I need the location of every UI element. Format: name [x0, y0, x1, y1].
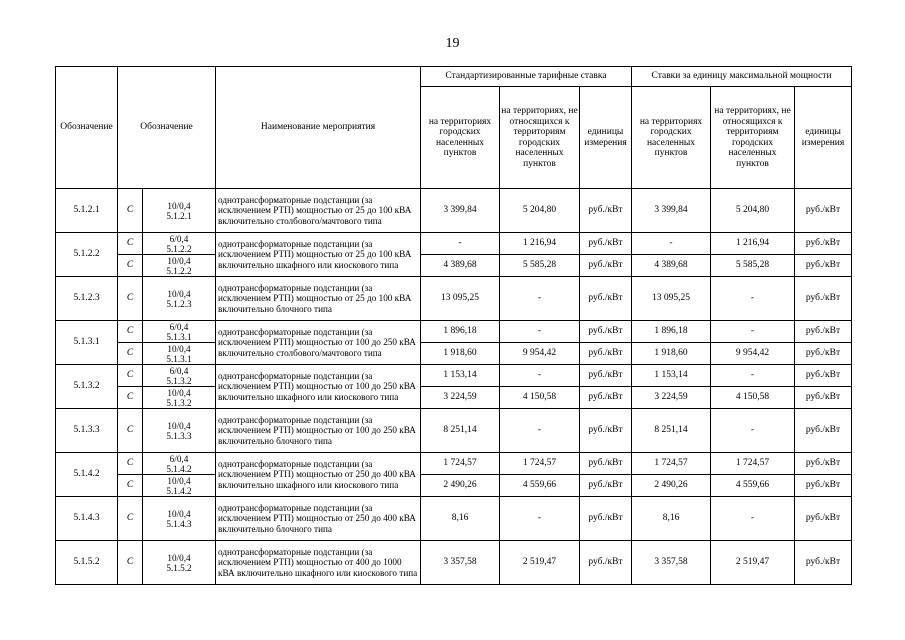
- row-unit-2: руб./кВт: [795, 321, 852, 343]
- voltage-label: 6/0,4: [169, 453, 189, 464]
- row-power-rural: -: [711, 277, 795, 321]
- row-power-rural: -: [711, 365, 795, 387]
- row-c-mark: С: [118, 541, 143, 585]
- row-rate-urban: 1 918,60: [421, 343, 500, 365]
- row-rate-rural: 4 559,66: [500, 475, 580, 497]
- row-rate-urban: 3 224,59: [421, 387, 500, 409]
- row-power-rural: 2 519,47: [711, 541, 795, 585]
- row-unit-1: руб./кВт: [580, 541, 632, 585]
- row-code: 5.1.4.3: [56, 497, 118, 541]
- row-voltage-sub: [143, 453, 216, 475]
- table-row: [56, 365, 852, 387]
- row-c-mark: С: [118, 233, 143, 255]
- row-voltage-sub: [143, 409, 216, 453]
- row-unit-1: руб./кВт: [580, 277, 632, 321]
- row-c-mark: С: [118, 255, 143, 277]
- table-row: [56, 541, 852, 585]
- row-c-mark: С: [118, 409, 143, 453]
- row-rate-rural: 2 519,47: [500, 541, 580, 585]
- row-unit-2: руб./кВт: [795, 277, 852, 321]
- row-power-urban: 3 357,58: [632, 541, 711, 585]
- sub-code-label: 5.1.3.3: [166, 430, 192, 441]
- row-rate-urban: 8 251,14: [421, 409, 500, 453]
- row-code: 5.1.3.2: [56, 365, 118, 409]
- row-unit-2: руб./кВт: [795, 255, 852, 277]
- row-code: 5.1.5.2: [56, 541, 118, 585]
- table-row: [56, 387, 852, 409]
- row-unit-1: руб./кВт: [580, 255, 632, 277]
- row-voltage-sub: [143, 233, 216, 255]
- row-unit-2: руб./кВт: [795, 233, 852, 255]
- row-power-rural: 1 724,57: [711, 453, 795, 475]
- voltage-label: 10/0,4: [167, 200, 191, 211]
- row-c-mark: С: [118, 475, 143, 497]
- row-unit-1: руб./кВт: [580, 189, 632, 233]
- voltage-label: 10/0,4: [167, 552, 191, 563]
- table-row: [56, 409, 852, 453]
- row-event-name: однотрансформаторные подстанции (за исключением РТП) мощностью от 400 до 1000 кВА включительно шкафного или киоскового типа: [216, 541, 421, 585]
- row-unit-2: руб./кВт: [795, 475, 852, 497]
- header-unit-1: единицы измерения: [580, 87, 632, 189]
- row-power-urban: 1 896,18: [632, 321, 711, 343]
- sub-code-label: 5.1.4.2: [166, 463, 192, 474]
- sub-code-label: 5.1.2.2: [166, 243, 192, 254]
- voltage-label: 10/0,4: [167, 255, 191, 266]
- voltage-label: 6/0,4: [169, 365, 189, 376]
- sub-code-label: 5.1.2.1: [166, 210, 192, 221]
- row-power-urban: 3 224,59: [632, 387, 711, 409]
- row-unit-1: руб./кВт: [580, 321, 632, 343]
- header-group-power-rates: Ставки за единицу максимальной мощности: [632, 67, 852, 87]
- row-event-name: однотрансформаторные подстанции (за исключением РТП) мощностью от 25 до 100 кВА включительно блочного типа: [216, 277, 421, 321]
- row-c-mark: С: [118, 453, 143, 475]
- sub-code-label: 5.1.4.3: [166, 518, 192, 529]
- row-c-mark: С: [118, 343, 143, 365]
- voltage-label: 6/0,4: [169, 233, 189, 244]
- row-rate-urban: 3 399,84: [421, 189, 500, 233]
- row-code: 5.1.2.3: [56, 277, 118, 321]
- tariff-table: [55, 66, 852, 585]
- row-voltage-sub: [143, 365, 216, 387]
- header-group-standard-rates: Стандартизированные тарифные ставка: [421, 67, 632, 87]
- row-event-name: однотрансформаторные подстанции (за исключением РТП) мощностью от 250 до 400 кВА включительно блочного типа: [216, 497, 421, 541]
- voltage-label: 10/0,4: [167, 343, 191, 354]
- row-power-rural: 4 559,66: [711, 475, 795, 497]
- row-rate-urban: -: [421, 233, 500, 255]
- sub-code-label: 5.1.3.2: [166, 375, 192, 386]
- row-rate-rural: -: [500, 409, 580, 453]
- row-power-urban: 3 399,84: [632, 189, 711, 233]
- row-rate-urban: 1 153,14: [421, 365, 500, 387]
- sub-code-label: 5.1.3.1: [166, 331, 192, 342]
- voltage-label: 10/0,4: [167, 288, 191, 299]
- row-power-rural: -: [711, 409, 795, 453]
- row-power-rural: 5 204,80: [711, 189, 795, 233]
- header-rural-2: на территориях, не относящихся к территориям городских населенных пунктов: [711, 87, 795, 189]
- row-unit-2: руб./кВт: [795, 365, 852, 387]
- voltage-label: 10/0,4: [167, 475, 191, 486]
- row-rate-rural: 1 216,94: [500, 233, 580, 255]
- row-power-urban: 2 490,26: [632, 475, 711, 497]
- row-unit-1: руб./кВт: [580, 453, 632, 475]
- row-c-mark: С: [118, 189, 143, 233]
- row-voltage-sub: [143, 189, 216, 233]
- row-rate-rural: -: [500, 277, 580, 321]
- table-row: [56, 475, 852, 497]
- header-designation-2: Обозначение: [118, 67, 216, 189]
- row-event-name: однотрансформаторные подстанции (за исключением РТП) мощностью от 25 до 100 кВА включительно столбового/мачтового типа: [216, 189, 421, 233]
- row-voltage-sub: [143, 277, 216, 321]
- header-designation-1: Обозначение: [56, 67, 118, 189]
- row-c-mark: С: [118, 387, 143, 409]
- table-row: [56, 277, 852, 321]
- page-number: 19: [445, 36, 460, 51]
- row-c-mark: С: [118, 277, 143, 321]
- row-code: 5.1.4.2: [56, 453, 118, 497]
- row-c-mark: С: [118, 321, 143, 343]
- row-rate-urban: 4 389,68: [421, 255, 500, 277]
- row-power-urban: 8 251,14: [632, 409, 711, 453]
- row-power-urban: 1 918,60: [632, 343, 711, 365]
- sub-code-label: 5.1.3.2: [166, 397, 192, 408]
- row-rate-rural: -: [500, 497, 580, 541]
- row-rate-urban: 8,16: [421, 497, 500, 541]
- table-row: [56, 497, 852, 541]
- row-voltage-sub: [143, 387, 216, 409]
- row-event-name: однотрансформаторные подстанции (за исключением РТП) мощностью от 100 до 250 кВА включительно блочного типа: [216, 409, 421, 453]
- row-rate-rural: 1 724,57: [500, 453, 580, 475]
- table-row: [56, 321, 852, 343]
- row-voltage-sub: [143, 497, 216, 541]
- sub-code-label: 5.1.4.2: [166, 485, 192, 496]
- sub-code-label: 5.1.3.1: [166, 353, 192, 364]
- row-event-name: однотрансформаторные подстанции (за исключением РТП) мощностью от 100 до 250 кВА включительно столбового/мачтового типа: [216, 321, 421, 365]
- row-power-urban: 1 153,14: [632, 365, 711, 387]
- row-unit-1: руб./кВт: [580, 343, 632, 365]
- row-voltage-sub: [143, 541, 216, 585]
- header-rural-1: на территориях, не относящихся к территориям городских населенных пунктов: [500, 87, 580, 189]
- table-row: [56, 189, 852, 233]
- row-unit-2: руб./кВт: [795, 541, 852, 585]
- row-rate-rural: 5 204,80: [500, 189, 580, 233]
- row-code: 5.1.3.1: [56, 321, 118, 365]
- row-power-rural: 5 585,28: [711, 255, 795, 277]
- row-rate-rural: 4 150,58: [500, 387, 580, 409]
- row-event-name: однотрансформаторные подстанции (за исключением РТП) мощностью от 250 до 400 кВА включительно шкафного или киоскового типа: [216, 453, 421, 497]
- row-power-urban: 13 095,25: [632, 277, 711, 321]
- row-unit-2: руб./кВт: [795, 453, 852, 475]
- row-power-rural: 1 216,94: [711, 233, 795, 255]
- row-rate-urban: 2 490,26: [421, 475, 500, 497]
- row-code: 5.1.2.2: [56, 233, 118, 277]
- row-unit-2: руб./кВт: [795, 387, 852, 409]
- row-rate-rural: 9 954,42: [500, 343, 580, 365]
- row-voltage-sub: [143, 475, 216, 497]
- row-power-urban: 4 389,68: [632, 255, 711, 277]
- row-code: 5.1.2.1: [56, 189, 118, 233]
- row-unit-2: руб./кВт: [795, 189, 852, 233]
- row-voltage-sub: [143, 255, 216, 277]
- row-unit-1: руб./кВт: [580, 409, 632, 453]
- row-voltage-sub: [143, 321, 216, 343]
- row-unit-1: руб./кВт: [580, 233, 632, 255]
- table-row: [56, 453, 852, 475]
- row-unit-1: руб./кВт: [580, 365, 632, 387]
- row-code: 5.1.3.3: [56, 409, 118, 453]
- row-c-mark: С: [118, 497, 143, 541]
- row-rate-rural: 5 585,28: [500, 255, 580, 277]
- row-power-urban: 8,16: [632, 497, 711, 541]
- voltage-label: 10/0,4: [167, 508, 191, 519]
- row-unit-1: руб./кВт: [580, 497, 632, 541]
- voltage-label: 10/0,4: [167, 420, 191, 431]
- row-power-rural: 4 150,58: [711, 387, 795, 409]
- sub-code-label: 5.1.2.2: [166, 265, 192, 276]
- row-unit-2: руб./кВт: [795, 409, 852, 453]
- header-urban-1: на территориях городских населенных пунктов: [421, 87, 500, 189]
- row-rate-urban: 13 095,25: [421, 277, 500, 321]
- sub-code-label: 5.1.2.3: [166, 298, 192, 309]
- row-unit-1: руб./кВт: [580, 475, 632, 497]
- row-unit-2: руб./кВт: [795, 343, 852, 365]
- row-power-rural: -: [711, 321, 795, 343]
- row-rate-urban: 3 357,58: [421, 541, 500, 585]
- row-power-rural: 9 954,42: [711, 343, 795, 365]
- row-voltage-sub: [143, 343, 216, 365]
- sub-code-label: 5.1.5.2: [166, 562, 192, 573]
- header-unit-2: единицы измерения: [795, 87, 852, 189]
- row-c-mark: С: [118, 365, 143, 387]
- row-unit-1: руб./кВт: [580, 387, 632, 409]
- row-event-name: однотрансформаторные подстанции (за исключением РТП) мощностью от 25 до 100 кВА включительно шкафного или киоскового типа: [216, 233, 421, 277]
- header-event-name: Наименование мероприятия: [216, 67, 421, 189]
- voltage-label: 10/0,4: [167, 387, 191, 398]
- table-row: [56, 255, 852, 277]
- row-unit-2: руб./кВт: [795, 497, 852, 541]
- table-row: [56, 233, 852, 255]
- row-rate-urban: 1 896,18: [421, 321, 500, 343]
- row-power-rural: -: [711, 497, 795, 541]
- header-urban-2: на территориях городских населенных пунктов: [632, 87, 711, 189]
- row-event-name: однотрансформаторные подстанции (за исключением РТП) мощностью от 100 до 250 кВА включительно шкафного или киоскового типа: [216, 365, 421, 409]
- row-rate-urban: 1 724,57: [421, 453, 500, 475]
- table-row: [56, 343, 852, 365]
- voltage-label: 6/0,4: [169, 321, 189, 332]
- row-power-urban: 1 724,57: [632, 453, 711, 475]
- row-power-urban: -: [632, 233, 711, 255]
- row-rate-rural: -: [500, 321, 580, 343]
- row-rate-rural: -: [500, 365, 580, 387]
